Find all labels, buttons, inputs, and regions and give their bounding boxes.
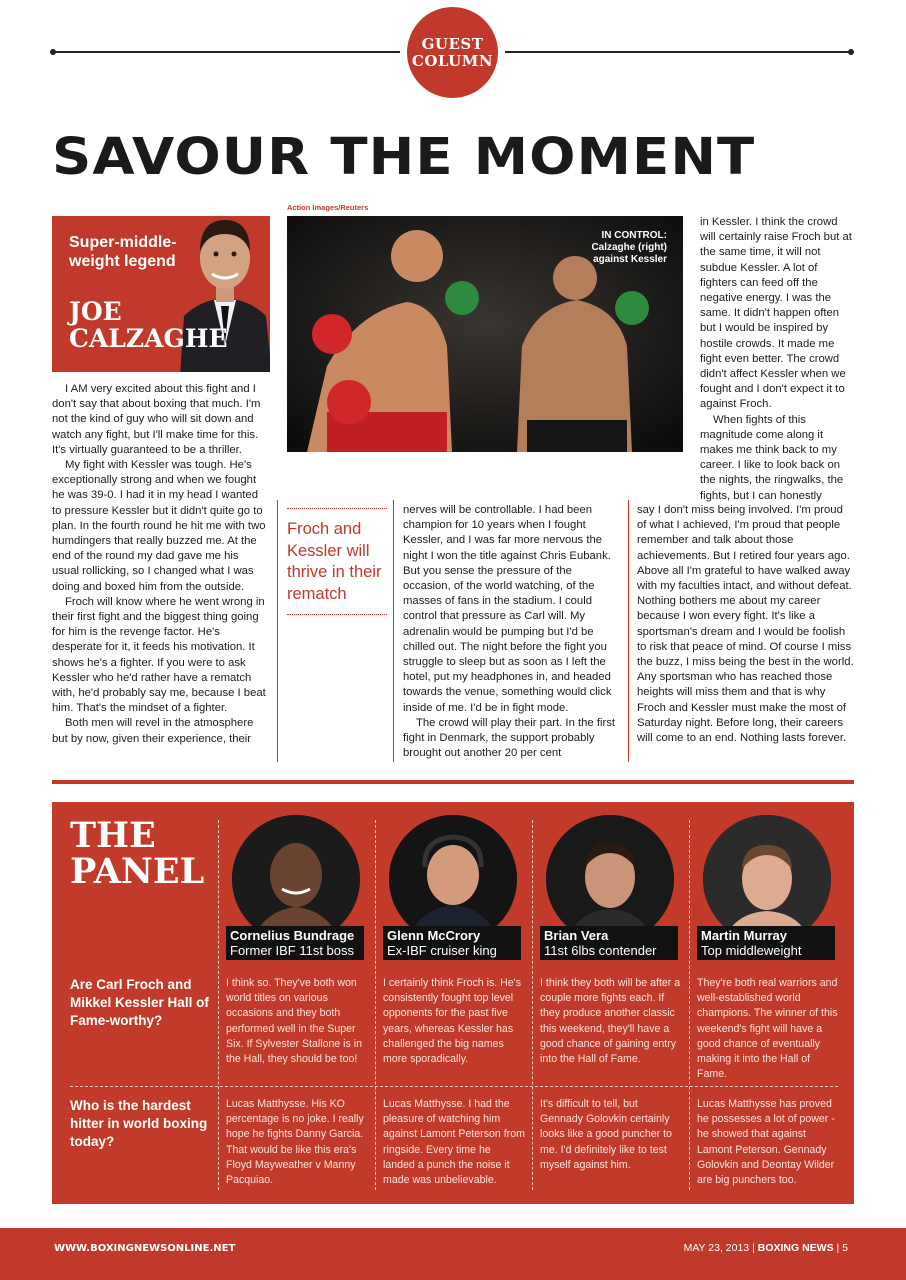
headline: SAVOUR THE MOMENT [52,128,756,187]
photo-caption [591,230,667,266]
article-paragraph: My fight with Kessler was tough. He's exceptionally strong and when we fought he was 39-0. I had it in my head I wanted to pressure Kessler but it didn't quite go to plan. In the fourth round he hit me with two humdingers that really buzzed me. At the end of the round my dad gave me his usual rollicking, so I changed what I was doing and boxed him from the outside. [52,459,266,593]
article-paragraph: The crowd will play their part. In the first fight in Denmark, the support probably brought out another 20 per cent [403,716,616,760]
caption-line-1: IN CONTROL: [601,230,667,241]
article-column-3 [403,503,621,761]
panelist-label [383,926,521,960]
header-rule-left [52,51,400,53]
panelist-name: Glenn McCrory [387,928,481,943]
panelist-label [226,926,364,960]
article-paragraph: say I don't miss being involved. I'm proud of what I achieved, I'm proud that people remember and talk about those achievements. But I retired four years ago. Above all I'm grateful to have walked away with my faculties intact, and without defeat. Nothing bothers me about my career because I won every fight. It's like a sportsman's dream and I would be foolish to risk that peace of mind. Of course I miss the buzz, I miss being the best in the world. Any sportsman who has reached those heights will miss them and that is why Froch and Kessler must make the most of Saturday night. Before long, their careers will come to an end. Nothing lasts forever. [637,504,854,745]
panelist-photo-mccrory [389,815,517,943]
badge-line-2: COLUMN [411,52,494,70]
panel-title-line-2: PANEL [70,851,205,892]
panelist-photo-murray [703,815,831,943]
caption-line-2: Calzaghe (right) [591,242,667,253]
panelist-role: Top middleweight [701,943,802,958]
section-divider-bar [52,780,854,784]
author-tag-line-1: Super-middle- [69,234,177,251]
header-rule-left-dot [50,49,56,55]
footer-publication: BOXING NEWS [757,1242,834,1254]
author-name [69,298,228,352]
article-paragraph: in Kessler. I think the crowd will certainly raise Froch but at the same time, it will not subdue Kessler. A lot of fighters can feed off the negative energy. I was the same. It didn't happen often but I would be inspired by hostile crowds. It made me fight even better. The crowd didn't affect Kessler when we fought and I don't expect it to against Froch. [700,216,852,411]
article-column-4-upper [700,215,855,504]
panel-divider [375,820,376,1190]
footer-separator: | [836,1242,840,1254]
author-tagline [69,233,177,271]
column-divider [393,500,394,762]
article-paragraph: Both men will revel in the atmosphere but by now, given their experience, their [52,717,254,745]
panelist-label [540,926,678,960]
panel-question-1: Are Carl Froch and Mikkel Kessler Hall of Fame-worthy? [70,977,209,1028]
fight-photo [287,216,683,452]
panel-answer: Lucas Matthysse. His KO percentage is no joke. I really hope he fights Danny Garcia. That would be like this era's Floyd Mayweather v Manny Pacquiao. [226,1098,364,1187]
panelist-label [697,926,835,960]
article-paragraph: nerves will be controllable. I had been champion for 10 years when I fought Kessler, and I was far more nervous the night I won the title against Chris Eubank. But you sense the pressure of the occasion, of the world watching, of the masses of fans in the stadium. I could control that pressure as Carl will. My adrenalin would be pumping but I'd be chilled out. The night before the fight you struggle to sleep but as soon as I left the hotel, put my headphones in, and headed towards the venue, something would click inside of me. I'd be in fight mode. [403,504,612,714]
panel-divider [689,820,690,1190]
panel-title [70,815,205,892]
panel-answer: Lucas Matthysse has proved he possesses a lot of power - he showed that against Lamont Peterson. Gennady Golovkin and Deontay Wilder are big punchers too. [697,1098,835,1187]
panel-answer: It's difficult to tell, but Gennady Golovkin certainly looks like a good puncher to me. I'd definitely like to test myself against him. [540,1098,672,1171]
pull-quote: Froch and Kessler will thrive in their rematch [287,508,387,615]
panel-answer: I certainly think Froch is. He's consistently fought top level opponents for the past five years, whereas Kessler has challenged the big names more sporadically. [383,977,522,1066]
footer-date: MAY 23, 2013 [683,1242,750,1254]
panelist-photo-bundrage [232,815,360,943]
author-box [52,216,270,372]
article-paragraph: Froch will know where he went wrong in their first fight and the biggest thing going for him is the revenge factor. He's desperate for it, it feeds his motivation. It shows he's a fighter. If you were to ask Kessler who he'd rather have a rematch with, he'd probably say me, because I beat him. That's the mindset of a fighter. [52,595,266,715]
panel-answer: I think they both will be after a couple more fights each. If they produce another classic this weekend, they'll have a good chance of gaining entry into the Hall of Fame. [540,977,681,1066]
panelist-role: Former IBF 11st boss [230,943,355,958]
panelist-name: Martin Murray [701,928,787,943]
guest-column-badge [407,7,498,98]
footer-folio [684,1242,848,1254]
badge-line-1: GUEST [421,35,484,53]
author-name-line-1: JOE [69,297,122,326]
photo-credit: Action Images/Reuters [287,203,369,212]
footer-website: WWW.BOXINGNEWSONLINE.NET [54,1243,236,1254]
panelist-photo-vera [546,815,674,943]
article-paragraph: When fights of this magnitude come along it makes me think back to my career. I like to look back on the nights, the ringwalks, the fights, but I can honestly [700,413,844,502]
panelist-role: 11st 6lbs contender [544,943,657,958]
article-paragraph: I AM very excited about this fight and I don't say that about boxing that much. I'm not the kind of guy who will sit down and watch any fight, but I'll make time for this. It's virtually guaranteed to be a thriller. [52,383,261,456]
caption-line-3: against Kessler [593,254,667,265]
header-rule-right [505,51,851,53]
panel-answer: Lucas Matthysse. I had the pleasure of watching him against Lamont Peterson from ringside. Every time he landed a punch the noise it made was unbelievable. [383,1098,525,1187]
the-panel [52,802,854,1204]
footer-separator: | [752,1242,755,1254]
column-divider [628,500,629,762]
page-footer [0,1228,906,1280]
footer-page-number: 5 [842,1242,848,1254]
panel-answer: I think so. They've both won world titles on various occasions and they both performed well in the Super Six. If Sylvester Stallone is in the Hall, they should be too! [226,977,363,1066]
panelist-name: Brian Vera [544,928,609,943]
panel-answer: They're both real warriors and well-established world champions. The winner of this weekend's fight will have a good chance of eventually making it into the Hall of Fame. [697,977,838,1081]
column-divider [277,500,278,762]
article-column-4-lower [637,503,855,746]
panelist-name: Cornelius Bundrage [230,928,355,943]
panelist-role: Ex-IBF cruiser king [387,943,497,958]
author-tag-line-2: weight legend [69,253,176,270]
panel-title-line-1: THE [70,815,156,856]
author-name-line-2: CALZAGHE [69,324,228,353]
panel-divider [532,820,533,1190]
article-column-1 [52,382,267,747]
panel-question-2: Who is the hardest hitter in world boxing today? [70,1098,208,1149]
panel-row-divider [70,1086,838,1087]
header-rule-right-dot [848,49,854,55]
